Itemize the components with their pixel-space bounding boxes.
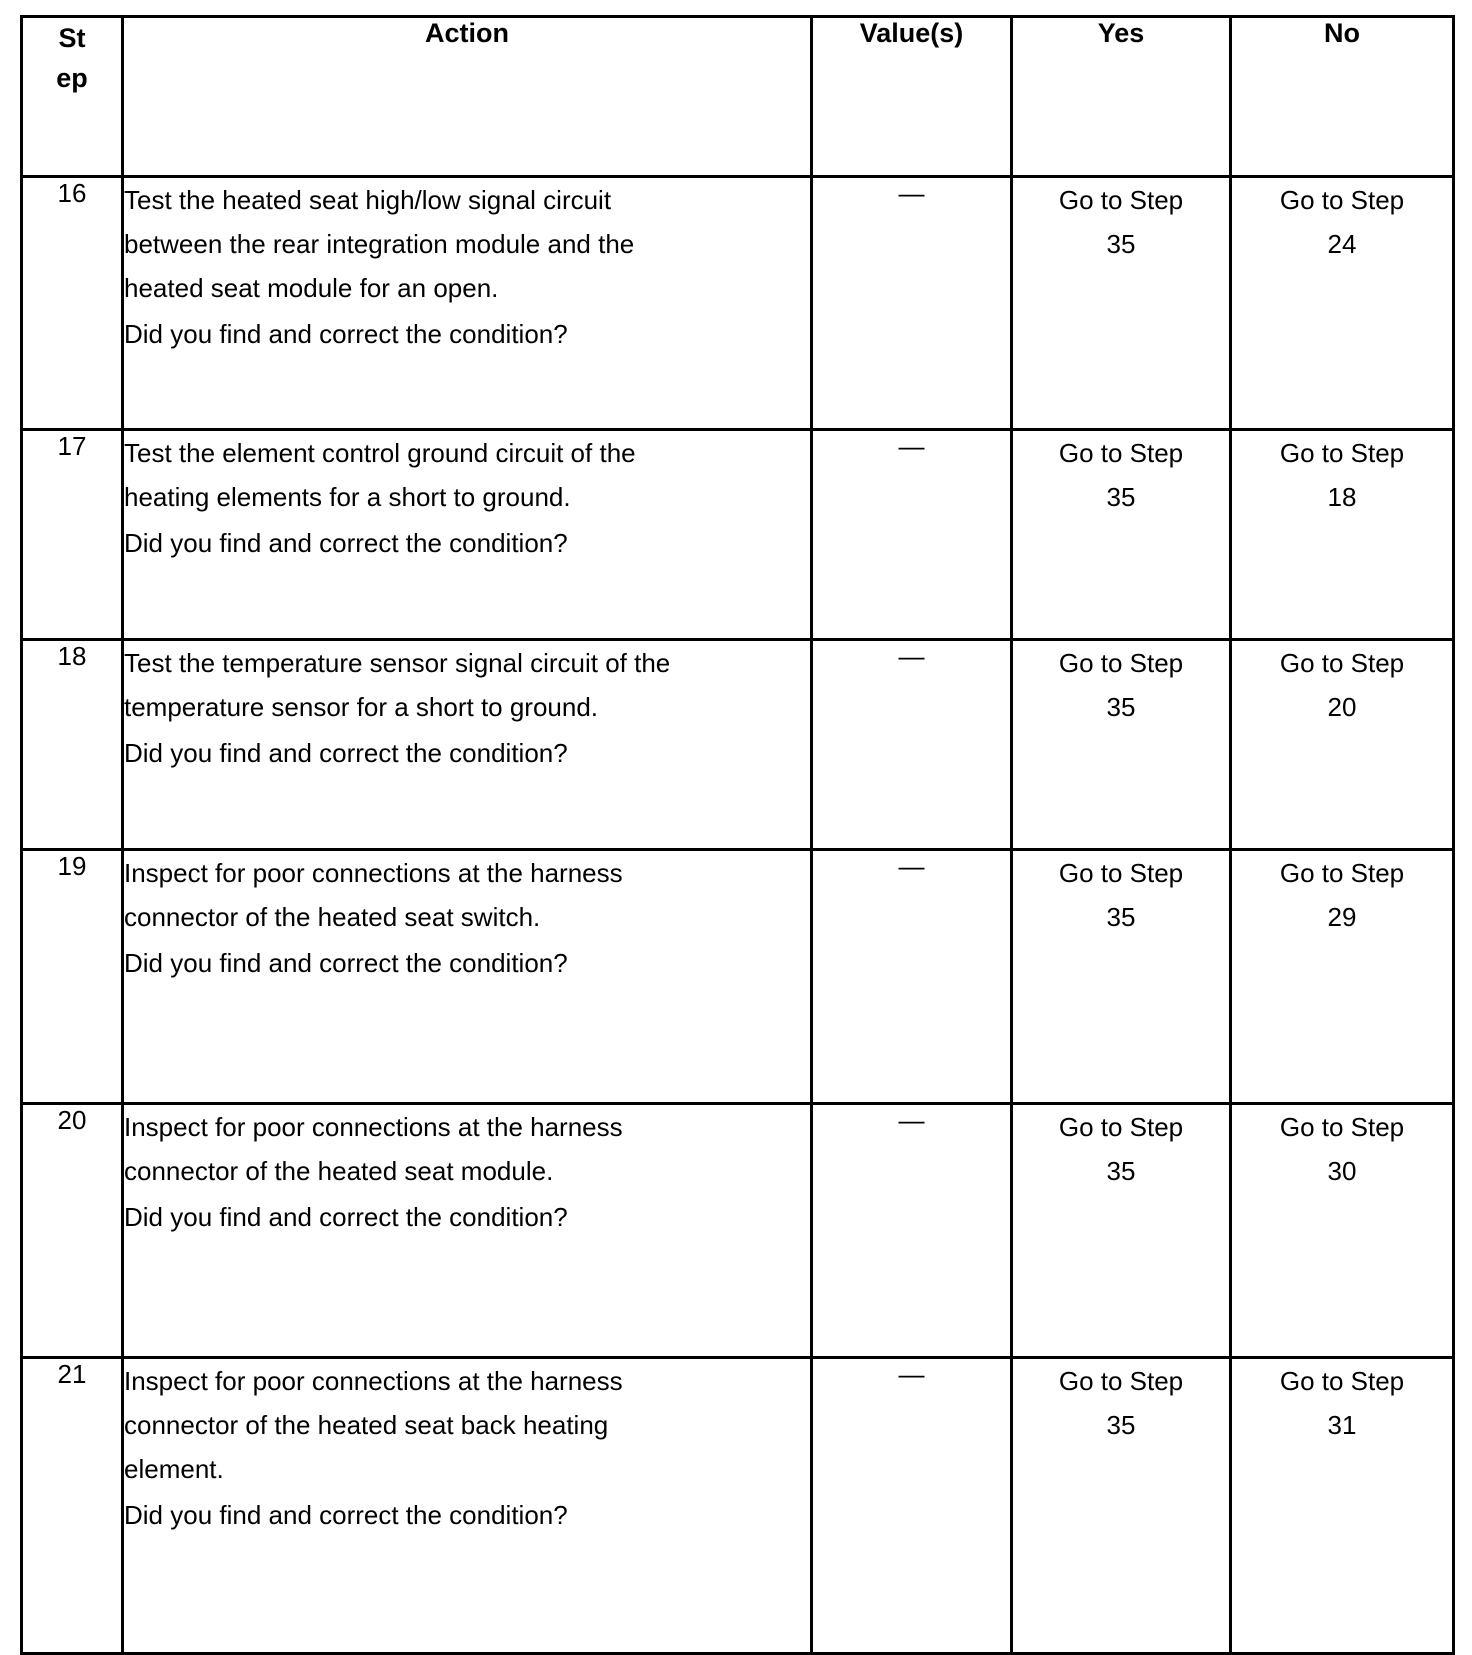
action-line: Inspect for poor connections at the harness [124,858,623,888]
action-question: Did you find and correct the condition? [124,738,568,768]
no-cell [1231,177,1454,430]
step-number: 17 [22,430,123,640]
no-cell [1231,850,1454,1104]
step-number: 16 [22,177,123,430]
yes-goto-label: Go to Step [1058,858,1184,888]
action-line: element. [124,1454,224,1484]
action-question: Did you find and correct the condition? [124,528,568,558]
yes-cell [1012,640,1231,850]
action-question: Did you find and correct the condition? [124,948,568,978]
no-goto-step: 31 [1327,1410,1357,1440]
action-cell [123,1358,812,1654]
no-goto-label: Go to Step [1279,185,1405,215]
no-goto-step: 24 [1327,229,1357,259]
action-line: Inspect for poor connections at the harness [124,1366,623,1396]
action-cell [123,177,812,430]
table-row [22,177,1454,430]
step-number: 19 [22,850,123,1104]
no-cell [1231,1104,1454,1358]
action-line: connector of the heated seat back heating [124,1410,609,1440]
action-line: Test the temperature sensor signal circuit of the [124,648,671,678]
yes-goto-label: Go to Step [1058,438,1184,468]
action-line: heating elements for a short to ground. [124,482,571,512]
no-goto-step: 29 [1327,902,1357,932]
value-cell: — [812,1104,1012,1358]
step-number: 20 [22,1104,123,1358]
header-step-line1: St [58,23,86,53]
yes-cell [1012,430,1231,640]
diagnostic-table [20,15,1455,1655]
action-cell [123,1104,812,1358]
header-step-line2: ep [56,63,88,93]
value-cell: — [812,430,1012,640]
no-goto-label: Go to Step [1279,648,1405,678]
table-row [22,640,1454,850]
yes-cell [1012,1358,1231,1654]
no-goto-label: Go to Step [1279,858,1405,888]
yes-cell [1012,850,1231,1104]
header-action: Action [123,17,812,177]
action-line: between the rear integration module and the [124,229,635,259]
no-goto-step: 30 [1327,1156,1357,1186]
yes-goto-step: 35 [1106,1410,1136,1440]
action-line: connector of the heated seat switch. [124,902,541,932]
action-line: Test the heated seat high/low signal circuit [124,185,612,215]
header-yes: Yes [1012,17,1231,177]
no-goto-label: Go to Step [1279,1366,1405,1396]
no-goto-label: Go to Step [1279,1112,1405,1142]
table-row [22,1104,1454,1358]
header-row [22,17,1454,177]
no-cell [1231,1358,1454,1654]
yes-cell [1012,177,1231,430]
yes-goto-label: Go to Step [1058,1366,1184,1396]
yes-goto-step: 35 [1106,902,1136,932]
yes-goto-label: Go to Step [1058,648,1184,678]
yes-goto-label: Go to Step [1058,1112,1184,1142]
action-question: Did you find and correct the condition? [124,1202,568,1232]
action-line: heated seat module for an open. [124,273,499,303]
yes-goto-label: Go to Step [1058,185,1184,215]
no-goto-label: Go to Step [1279,438,1405,468]
yes-goto-step: 35 [1106,229,1136,259]
table-row [22,1358,1454,1654]
action-question: Did you find and correct the condition? [124,319,568,349]
action-cell [123,850,812,1104]
value-cell: — [812,850,1012,1104]
yes-goto-step: 35 [1106,1156,1136,1186]
no-goto-step: 18 [1327,482,1357,512]
step-number: 18 [22,640,123,850]
yes-goto-step: 35 [1106,482,1136,512]
action-cell [123,430,812,640]
header-step [22,17,123,177]
action-line: Inspect for poor connections at the harness [124,1112,623,1142]
header-values: Value(s) [812,17,1012,177]
action-question: Did you find and correct the condition? [124,1500,568,1530]
no-cell [1231,640,1454,850]
table-row [22,430,1454,640]
yes-goto-step: 35 [1106,692,1136,722]
value-cell: — [812,177,1012,430]
action-cell [123,640,812,850]
value-cell: — [812,640,1012,850]
no-cell [1231,430,1454,640]
no-goto-step: 20 [1327,692,1357,722]
action-line: connector of the heated seat module. [124,1156,554,1186]
step-number: 21 [22,1358,123,1654]
header-no: No [1231,17,1454,177]
action-line: Test the element control ground circuit of the [124,438,636,468]
action-line: temperature sensor for a short to ground. [124,692,599,722]
table-row [22,850,1454,1104]
yes-cell [1012,1104,1231,1358]
value-cell: — [812,1358,1012,1654]
